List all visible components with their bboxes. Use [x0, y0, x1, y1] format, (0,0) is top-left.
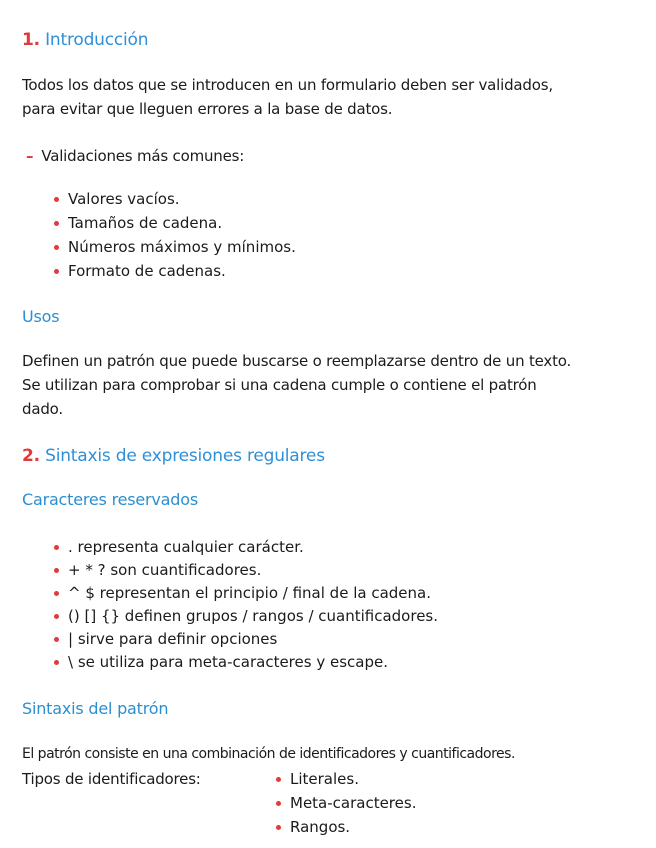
usos-heading: Usos: [22, 307, 60, 326]
list-item: Meta-caracteres.: [276, 794, 416, 818]
section-2-number: 2.: [22, 446, 40, 466]
section-1-number: 1.: [22, 30, 40, 50]
pattern-paragraph: El patrón consiste en una combinación de identificadores y cuantificadores.: [22, 746, 515, 762]
usos-paragraph-line-1: Definen un patrón que puede buscarse o reemplazarse dentro de un texto.: [22, 352, 572, 370]
list-item: | sirve para definir opciones: [54, 630, 438, 653]
list-item: () [] {} definen grupos / rangos / cuantificadores.: [54, 607, 438, 630]
list-item: Números máximos y mínimos.: [54, 238, 296, 262]
list-item: Rangos.: [276, 818, 416, 842]
pattern-heading: Sintaxis del patrón: [22, 699, 169, 718]
list-item: ^ $ representan el principio / final de la cadena.: [54, 584, 438, 607]
reserved-heading: Caracteres reservados: [22, 490, 198, 509]
list-item: Tamaños de cadena.: [54, 214, 296, 238]
validations-list: [54, 190, 296, 286]
list-item: Literales.: [276, 770, 416, 794]
list-item: Valores vacíos.: [54, 190, 296, 214]
identifier-types-label: Tipos de identificadores:: [22, 770, 201, 788]
list-item: + * ? son cuantificadores.: [54, 561, 438, 584]
section-2-heading: [22, 446, 325, 466]
dash-marker: –: [26, 147, 34, 165]
intro-paragraph-line-1: Todos los datos que se introducen en un formulario deben ser validados,: [22, 76, 553, 94]
usos-paragraph-line-2: Se utilizan para comprobar si una cadena cumple o contiene el patrón: [22, 376, 537, 394]
intro-paragraph-line-2: para evitar que lleguen errores a la base de datos.: [22, 100, 393, 118]
list-item: . representa cualquier carácter.: [54, 538, 438, 561]
list-item: \ se utiliza para meta-caracteres y escape.: [54, 653, 438, 676]
usos-paragraph-line-3: dado.: [22, 400, 63, 418]
validations-heading-text: Validaciones más comunes:: [41, 147, 245, 165]
section-2-title: Sintaxis de expresiones regulares: [45, 446, 325, 466]
identifier-types-list: [276, 770, 416, 842]
section-1-heading: [22, 30, 148, 50]
section-1-title: Introducción: [45, 30, 149, 50]
validations-heading: [26, 147, 244, 165]
list-item: Formato de cadenas.: [54, 262, 296, 286]
reserved-list: [54, 538, 438, 676]
